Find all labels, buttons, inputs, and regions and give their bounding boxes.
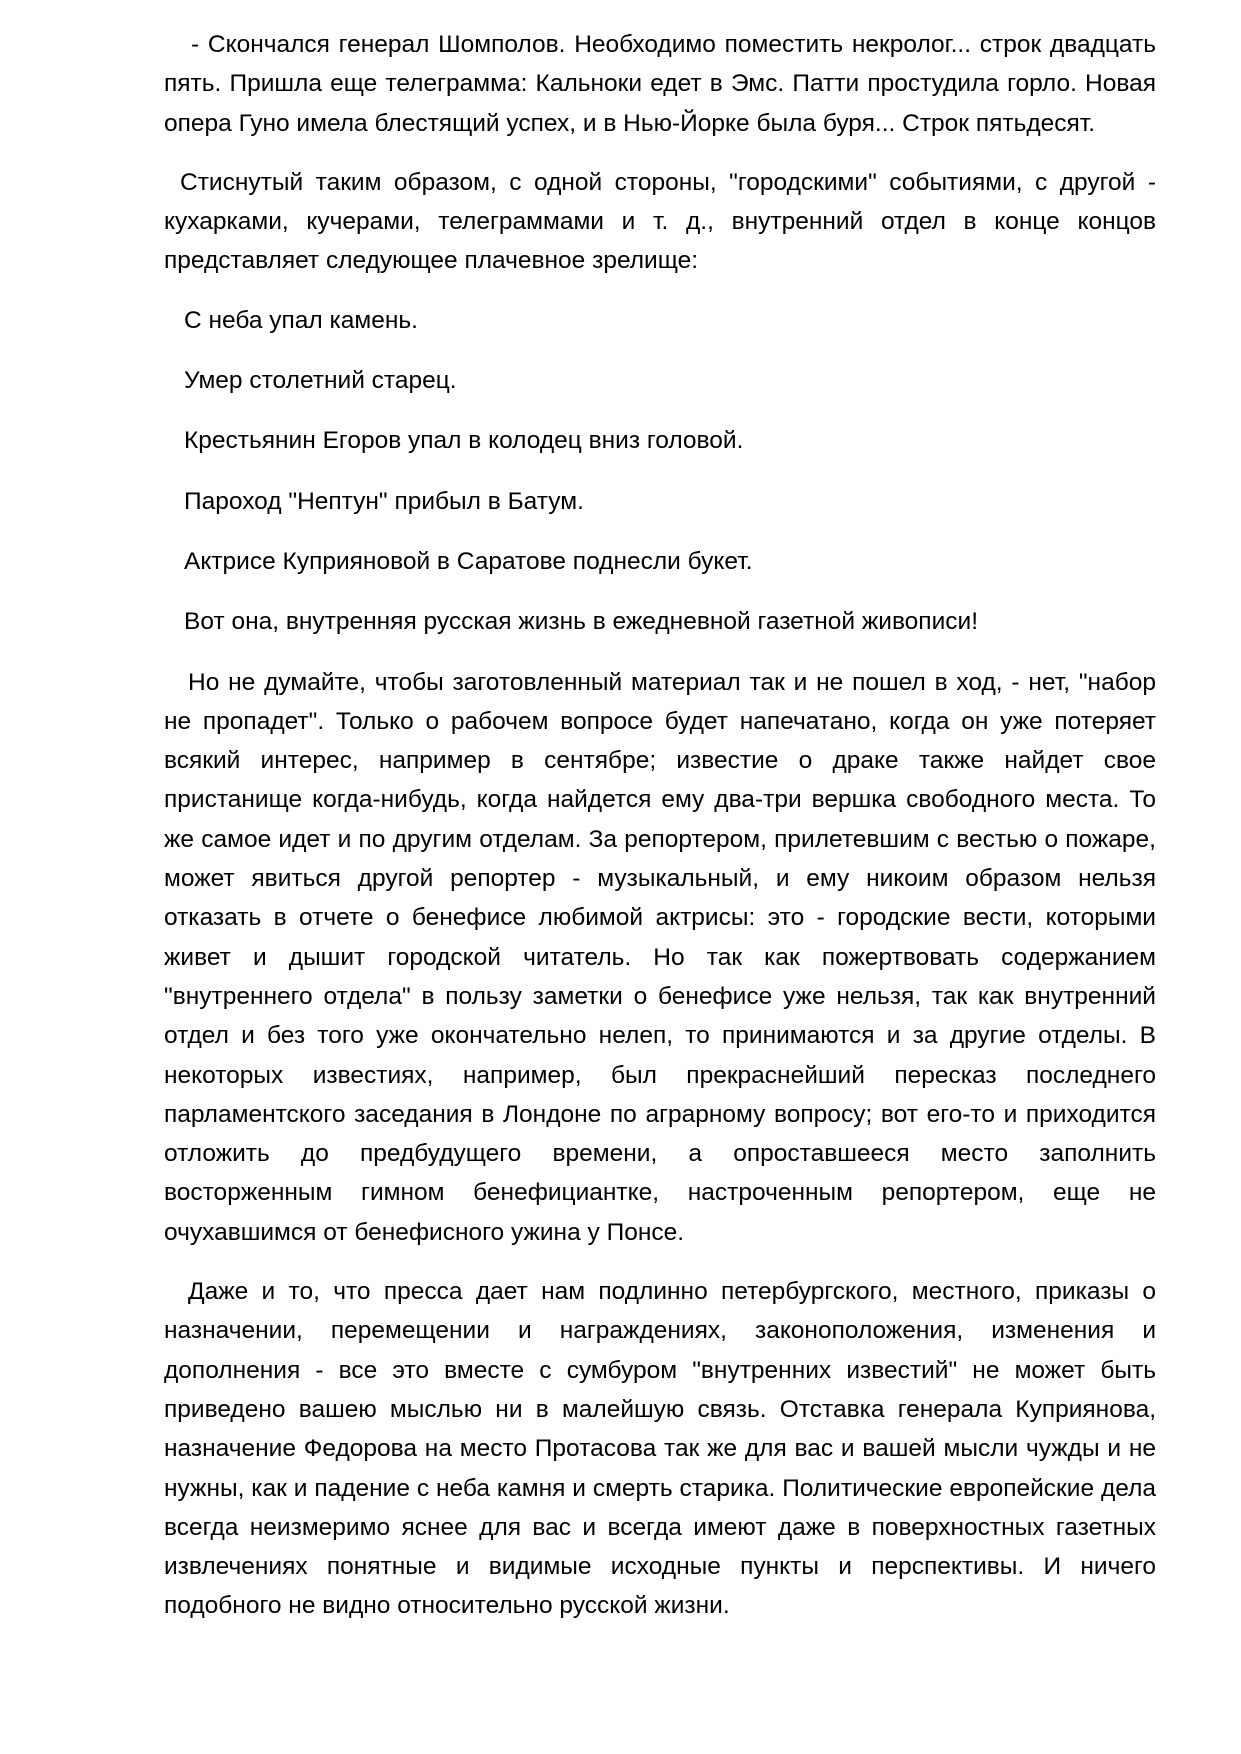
news-line-actress: Актрисе Куприяновой в Саратове поднесли букет. xyxy=(184,547,753,575)
news-line-steamer: Пароход "Нептун" прибыл в Батум. xyxy=(184,487,584,515)
news-line-summary: Вот она, внутренняя русская жизнь в ежедневной газетной живописи! xyxy=(184,608,979,636)
news-line-stone: С неба упал камень. xyxy=(184,306,418,334)
paragraph-press: Даже и то, что пресса дает нам подлинно петербургского, местного, приказы о назначении, перемещении и награждениях, законоположения, изменения и дополнения - все это вместе с сумбуром "внутренних известий" не может быть приведено вашею мыслью ни в малейшую связь. Отставка генерала Куприянова, назначение Федорова на место Протасова так же для вас и вашей мысли чужды и не нужны, как и падение с неба камня и смерть старика. Политические европейские дела всегда неизмеримо яснее для вас и всегда имеют даже в поверхностных газетных извлечениях понятные и видимые исходные пункты и перспективы. И ничего подобного не видно относительно русской жизни. xyxy=(164,1278,1156,1620)
paragraph-material: Но не думайте, чтобы заготовленный материал так и не пошел в ход, - нет, "набор не пропадет". Только о рабочем вопросе будет напечатано, когда он уже потеряет всякий интерес, например в сентябре; известие о драке также найдет свое пристанище когда-нибудь, когда найдется ему два-три вершка свободного места. То же самое идет и по другим отделам. За репортером, прилетевшим с вестью о пожаре, может явиться другой репортер - музыкальный, и ему никоим образом нельзя отказать в отчете о бенефисе любимой актрисы: это - городские вести, которыми живет и дышит городской читатель. Но так как пожертвовать содержанием "внутреннего отдела" в пользу заметки о бенефисе уже нельзя, так как внутренний отдел и без того уже окончательно нелеп, то принимаются и за другие отделы. В некоторых известиях, например, был прекраснейший пересказ последнего парламентского заседания в Лондоне по аграрному вопросу; вот его-то и приходится отложить до предбудущего времени, а опроставшееся место заполнить восторженным гимном бенефициантке, настроченным репортером, еще не очухавшимся от бенефисного ужина у Понсе. xyxy=(164,668,1156,1246)
news-line-peasant: Крестьянин Егоров упал в колодец вниз головой. xyxy=(184,427,744,455)
document-page xyxy=(164,25,1156,1646)
news-line-old-man: Умер столетний старец. xyxy=(184,367,457,395)
paragraph-internal-department: Стиснутый таким образом, с одной стороны, "городскими" событиями, с другой - кухарками, кучерами, телеграммами и т. д., внутренний отдел в конце концов представляет следующее плачевное зрелище: xyxy=(164,168,1156,275)
paragraph-general-death: - Скончался генерал Шомполов. Необходимо поместить некролог... строк двадцать пять. Пришла еще телеграмма: Кальноки едет в Эмс. Патти простудила горло. Новая опера Гуно имела блестящий успех, и в Нью-Йорке была буря... Строк пятьдесят. xyxy=(164,31,1156,137)
